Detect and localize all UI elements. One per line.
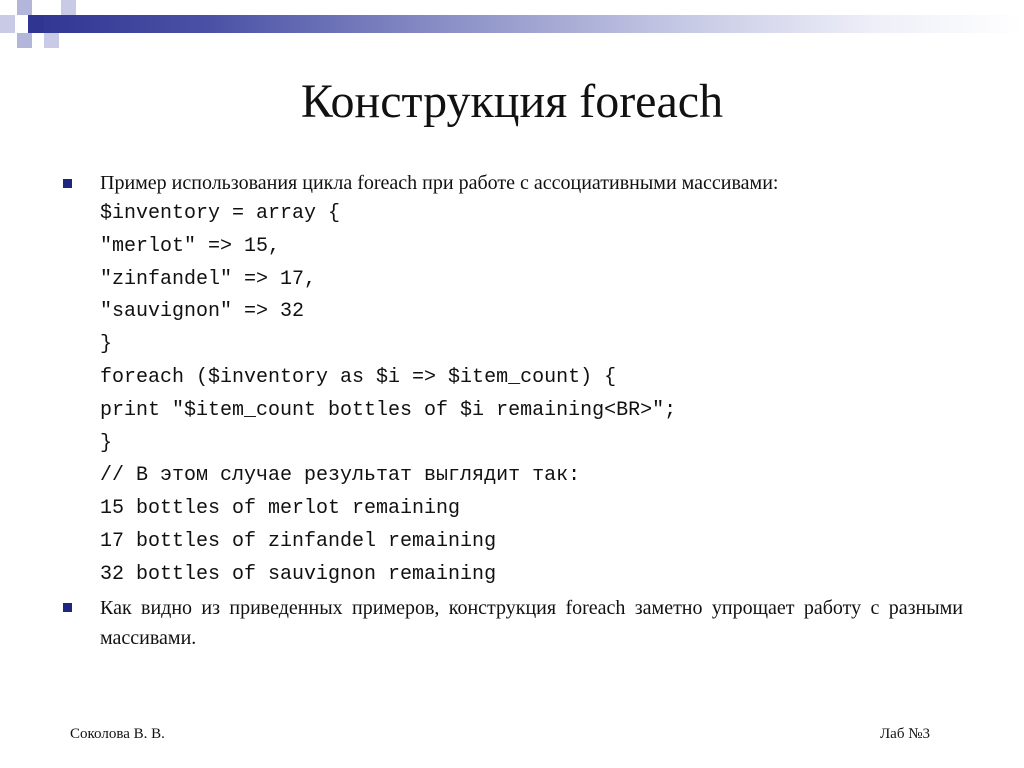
code-line: 15 bottles of merlot remaining	[100, 497, 461, 521]
slide-title: Конструкция foreach	[300, 75, 724, 128]
code-line: }	[100, 431, 113, 455]
bullet-square-icon	[63, 603, 72, 612]
header-gradient-band	[28, 15, 1024, 33]
bullet-square-icon	[63, 179, 72, 188]
code-line: print "$item_count bottles of $i remaining<BR>";	[100, 398, 677, 422]
code-line: 32 bottles of sauvignon remaining	[100, 562, 497, 586]
code-line: }	[100, 333, 113, 357]
header-square	[44, 33, 59, 48]
header-square	[17, 33, 32, 48]
code-line: "zinfandel" => 17,	[100, 267, 317, 291]
header-square	[61, 0, 76, 15]
header-square	[17, 0, 32, 15]
intro-text: Пример использования цикла foreach при работе с ассоциативными массивами:	[100, 172, 779, 194]
code-line: "merlot" => 15,	[100, 234, 281, 258]
header-square	[0, 15, 15, 33]
conclusion-text: Как видно из приведенных примеров, конструкция foreach заметно упрощает работу с разными массивами.	[100, 597, 963, 649]
header-square	[29, 15, 44, 33]
code-line: foreach ($inventory as $i => $item_count) {	[100, 365, 617, 389]
code-block	[100, 198, 676, 592]
footer-author: Соколова В. В.	[70, 726, 165, 742]
code-line: // В этом случае результат выглядит так:	[100, 464, 581, 488]
code-line: 17 bottles of zinfandel remaining	[100, 529, 497, 553]
code-line: $inventory = array {	[100, 202, 341, 225]
code-line: "sauvignon" => 32	[100, 300, 305, 324]
footer-lab-number: Лаб №3	[880, 726, 931, 742]
